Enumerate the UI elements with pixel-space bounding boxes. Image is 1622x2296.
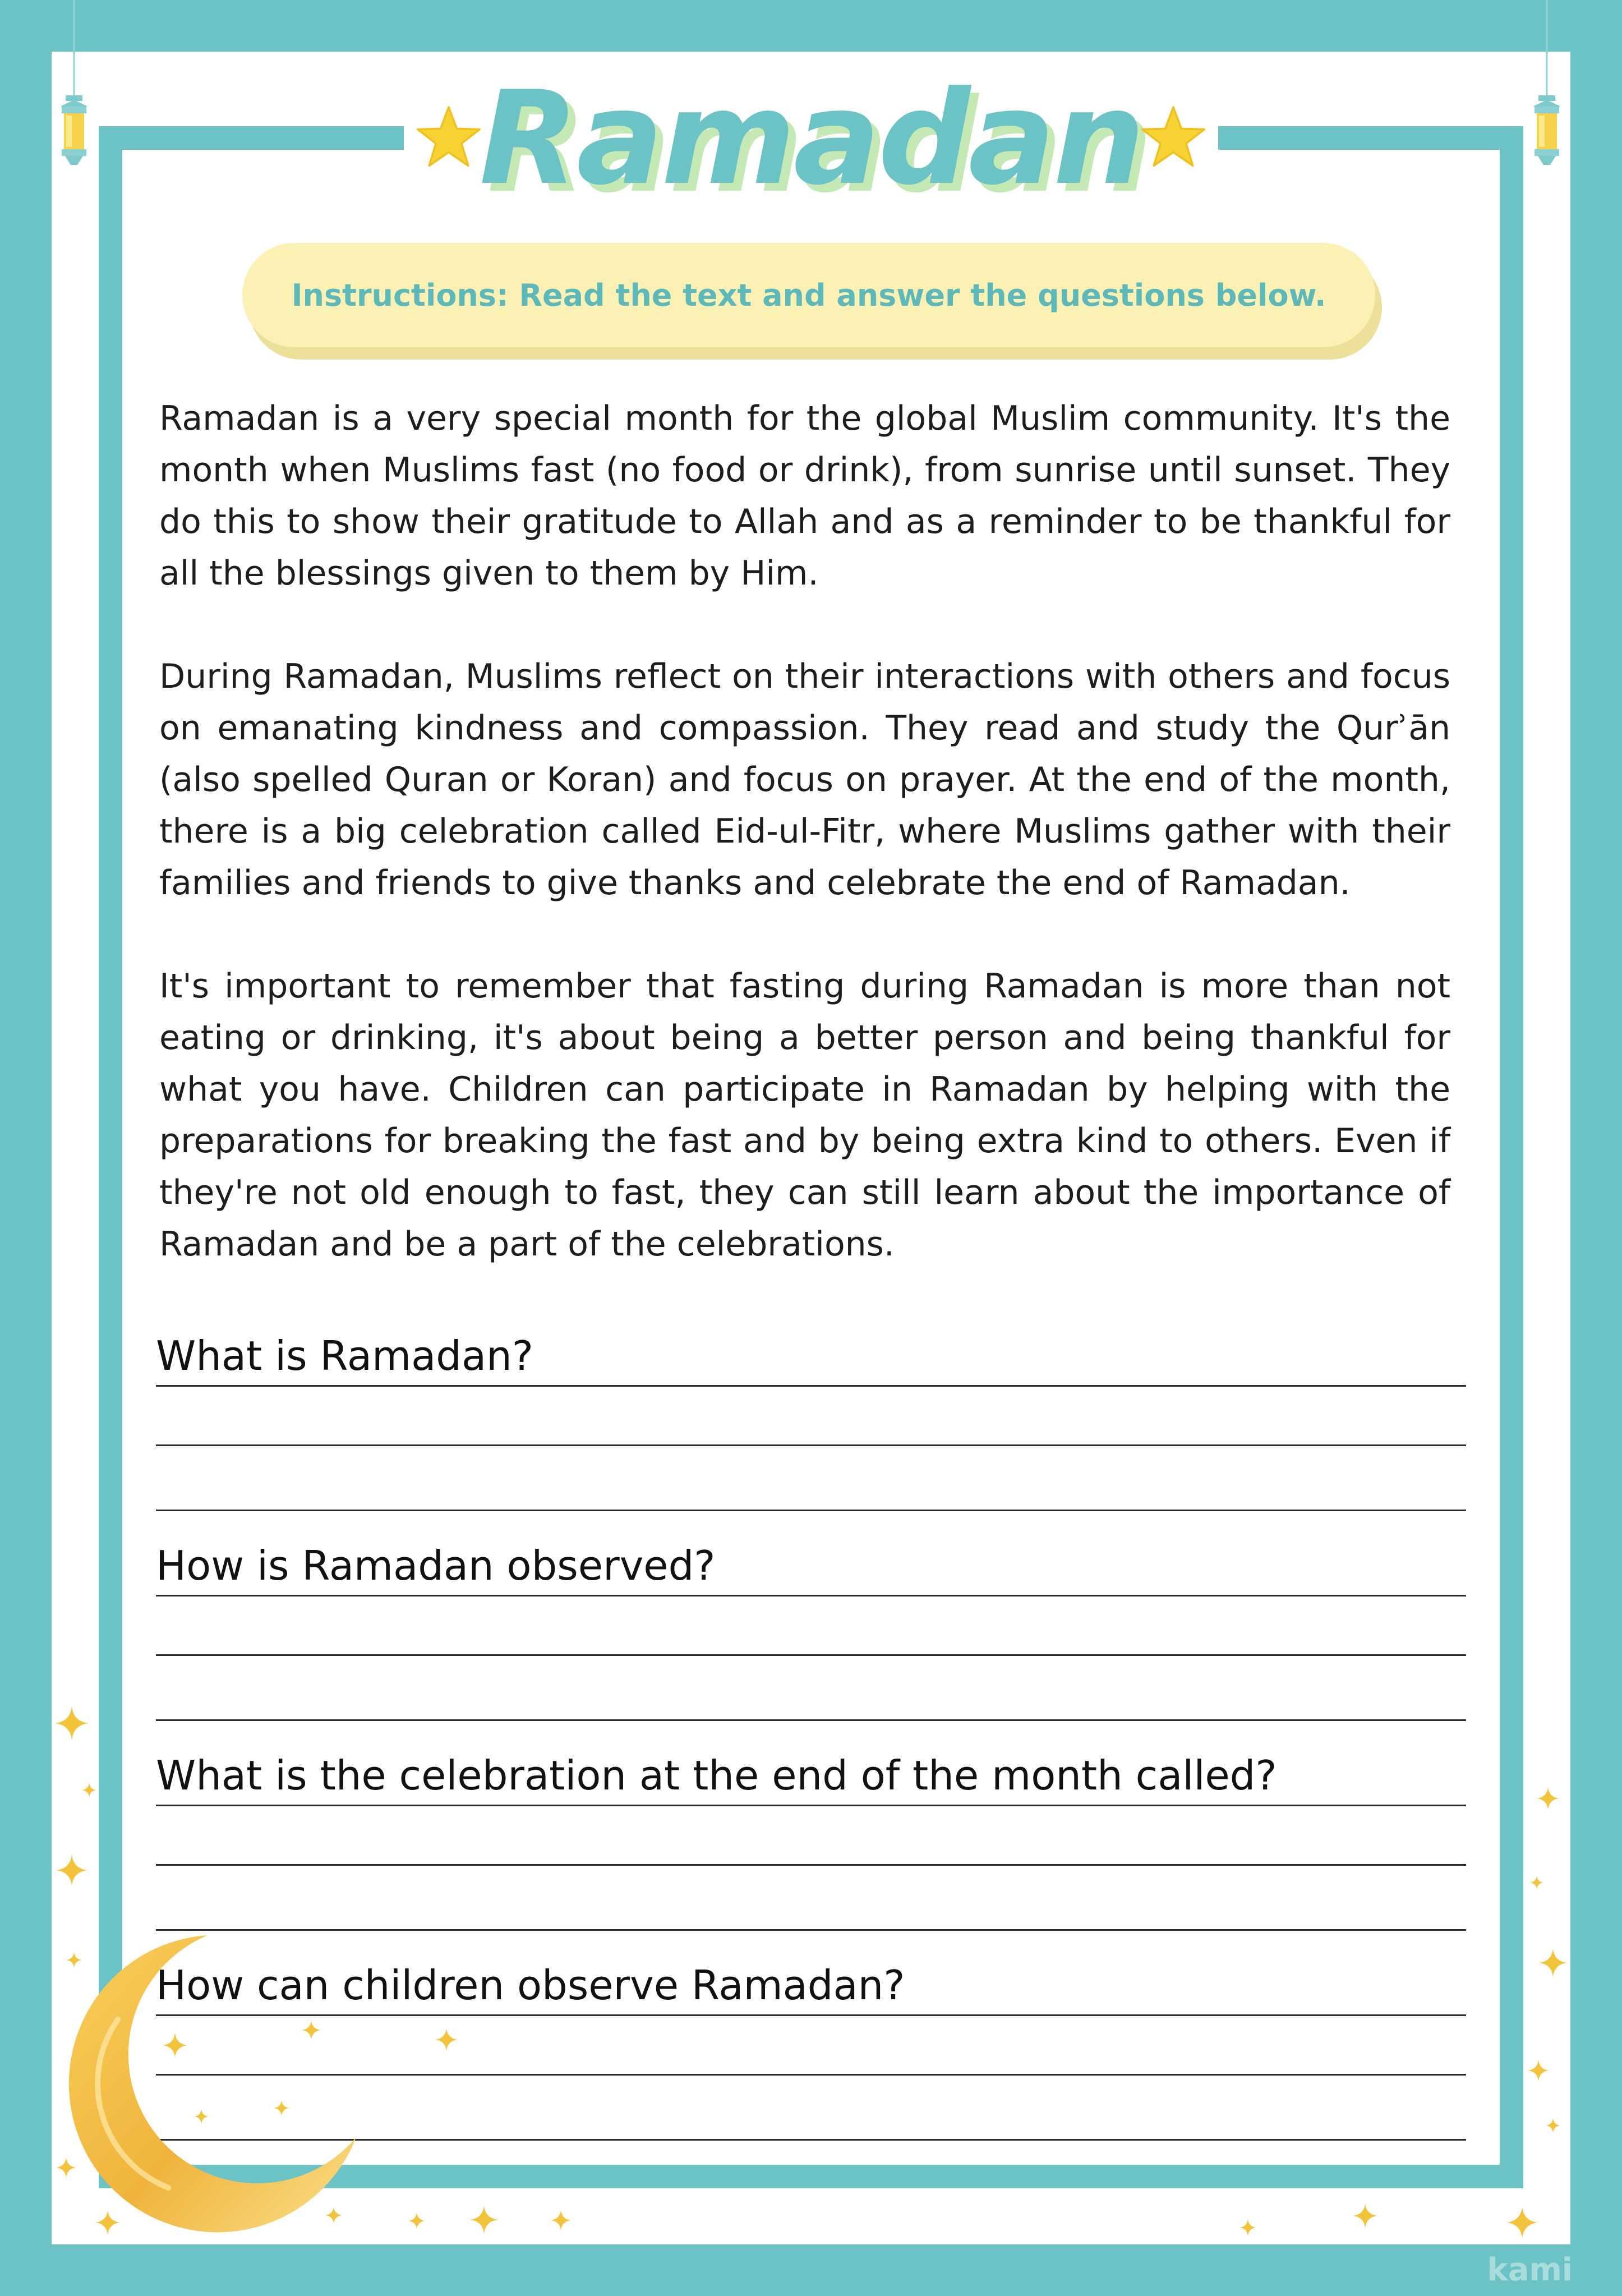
answer-line[interactable] [156,1510,1466,1511]
star-icon-left [415,104,482,171]
paragraph-3: It's important to remember that fasting during Ramadan is more than not eating or drinking, it's about being a better person and being thankful for what you have. Children can participate in Ramadan by helping with the preparations for breaking the fast and by being extra kind to others. Even if they're not old enough to fast, they can still learn about the importance of Ramadan and be a part of the celebrations. [159,967,1450,1264]
sparkle-icon [1506,2207,1538,2238]
sparkle-icon [302,2021,321,2040]
sparkle-icon [435,2028,458,2051]
answer-line[interactable] [156,1864,1466,1866]
sparkle-icon [163,2033,187,2058]
answer-line[interactable] [156,1595,1466,1596]
question-text: What is the celebration at the end of the month called? [156,1752,1277,1799]
sparkle-icon [1546,2118,1560,2133]
sparkle-icon [408,2212,425,2229]
sparkle-icon [82,1783,96,1797]
sparkle-icon [194,2109,209,2124]
crescent-moon-icon [56,1924,370,2238]
sparkle-icon [1539,1949,1567,1977]
instructions-banner [242,243,1375,347]
answer-line[interactable] [156,1385,1466,1387]
sparkle-icon [1537,1787,1559,1810]
answer-line[interactable] [156,1444,1466,1446]
sparkle-icon [56,2157,76,2178]
answer-line[interactable] [156,1719,1466,1721]
sparkle-icon [1353,2203,1377,2228]
reading-passage [159,393,1450,1322]
paragraph-1: Ramadan is a very special month for the global Muslim community. It's the month when Muslims fast (no food or drink), from sunrise until sunset. They do this to show their gratitude to Allah and as a reminder to be thankful for all the blessings given to them by Him. [159,399,1450,593]
sparkle-icon [66,1952,82,1968]
sparkle-icon [325,2207,342,2224]
sparkle-icon [551,2210,571,2230]
answer-line[interactable] [156,1805,1466,1806]
question-text: How is Ramadan observed? [156,1542,716,1589]
question-block-1 [156,1318,1466,1528]
question-text: How can children observe Ramadan? [156,1962,905,2009]
question-block-2 [156,1528,1466,1738]
sparkle-icon [1528,2060,1549,2081]
page-title: Ramadan [479,64,1143,214]
sparkle-icon [95,2210,120,2235]
kami-logo: kami [1487,2252,1573,2288]
sparkle-icon [56,1855,87,1886]
answer-line[interactable] [156,1654,1466,1656]
sparkle-icon [1239,2219,1256,2236]
sparkle-icon [1530,1876,1543,1889]
paragraph-2: During Ramadan, Muslims reflect on their interactions with others and focus on emanating kindness and compassion. They read and study the Qurʾān (also spelled Quran or Koran) and focus on prayer. At the end of the month, there is a big celebration called Eid-ul-Fitr, where Muslims gather with their families and friends to give thanks and celebrate the end of Ramadan. [159,657,1450,903]
sparkle-icon [470,2206,498,2234]
sparkle-icon [274,2100,289,2116]
star-icon-right [1140,104,1207,171]
sparkle-icon [55,1706,89,1740]
question-text: What is Ramadan? [156,1332,533,1379]
instructions-text: Instructions: Read the text and answer the questions below. [291,277,1326,313]
question-block-3 [156,1738,1466,1948]
